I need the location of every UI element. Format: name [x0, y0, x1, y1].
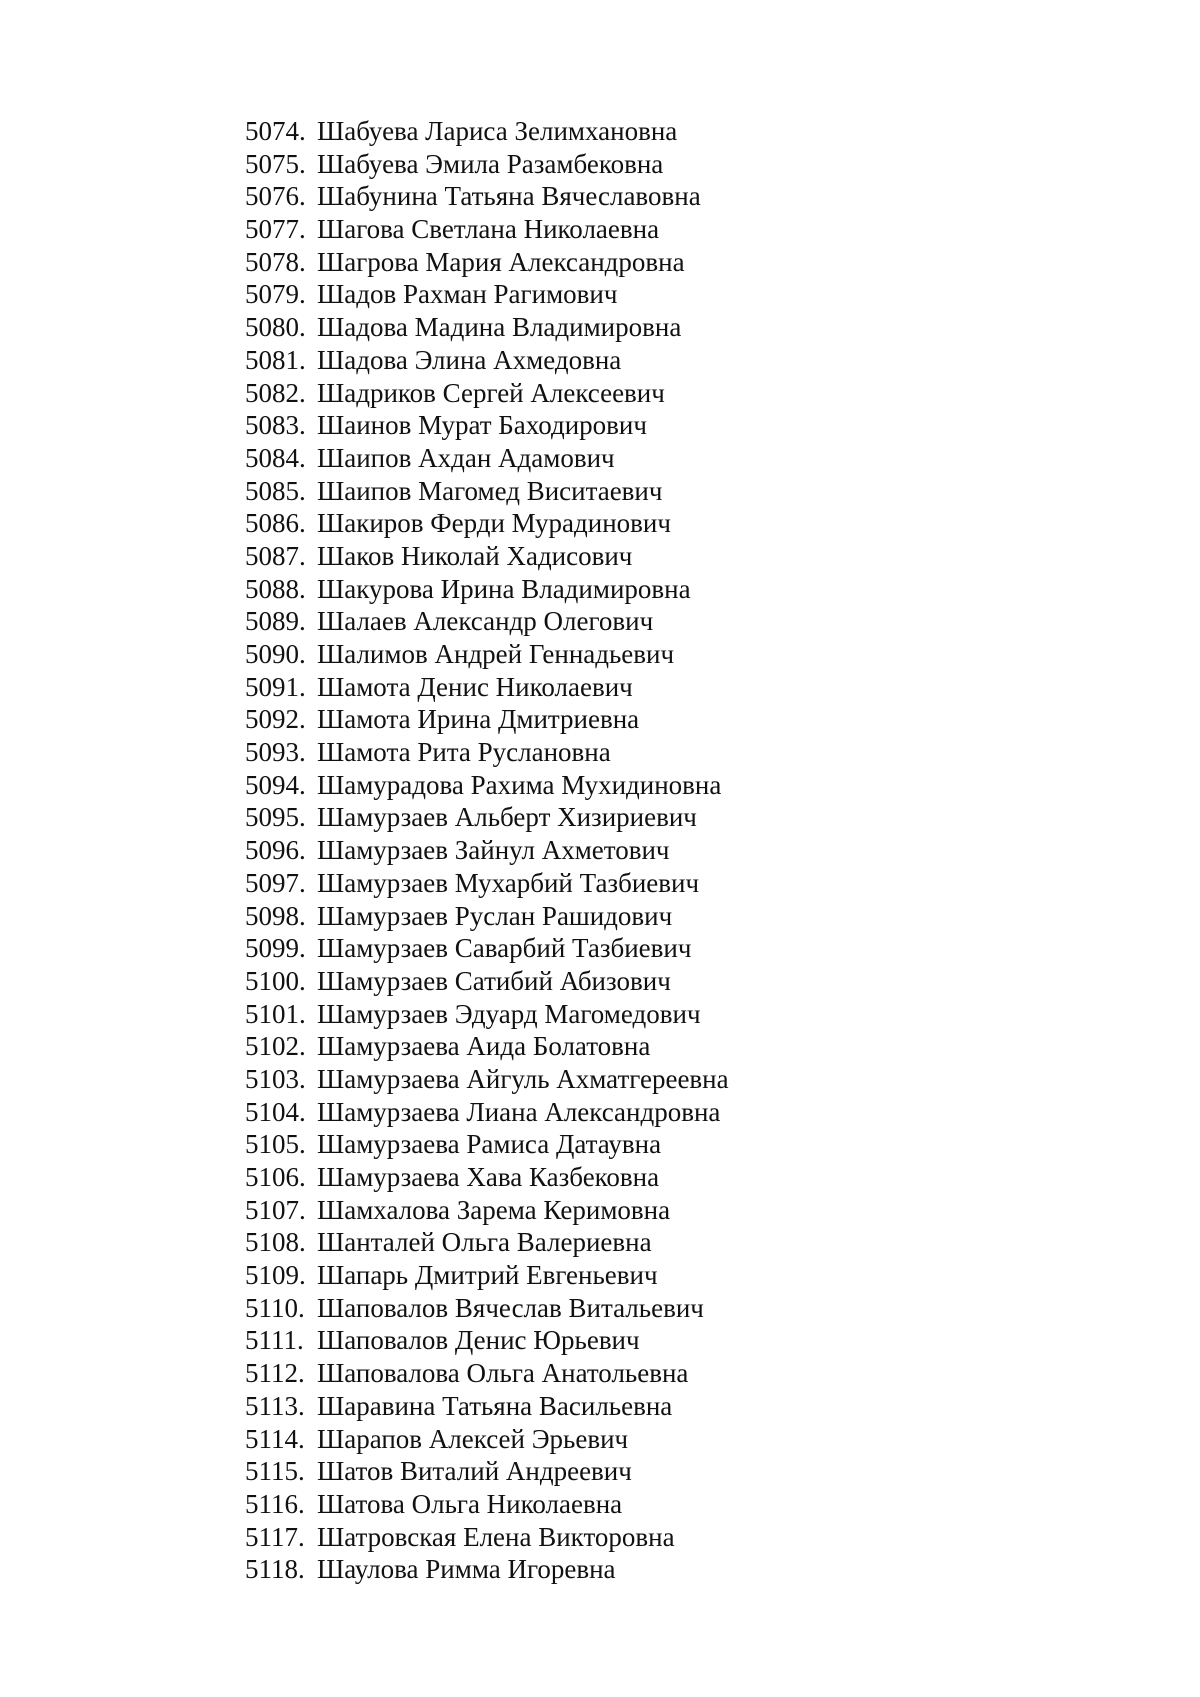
entry-full-name: Шаповалов Денис Юрьевич [317, 1325, 640, 1356]
list-item [245, 180, 729, 213]
entry-full-name: Шамота Денис Николаевич [317, 671, 633, 702]
entry-number: 5077. [245, 214, 306, 245]
entry-number: 5091. [245, 671, 306, 702]
list-item [245, 148, 729, 181]
entry-number: 5079. [245, 279, 306, 310]
entry-full-name: Шамурзаев Мухарбий Тазбиевич [317, 867, 700, 898]
entry-full-name: Шадова Мадина Владимировна [317, 312, 682, 343]
list-item [245, 998, 729, 1031]
entry-full-name: Шаков Николай Хадисович [317, 540, 633, 571]
entry-number: 5094. [245, 769, 306, 800]
entry-full-name: Шамурадова Рахима Мухидиновна [317, 769, 722, 800]
entry-full-name: Шакурова Ирина Владимировна [317, 573, 691, 604]
entry-number: 5102. [245, 1031, 306, 1062]
list-item [245, 1553, 729, 1586]
entry-full-name: Шанталей Ольга Валериевна [317, 1227, 652, 1258]
entry-number: 5096. [245, 835, 306, 866]
entry-number: 5108. [245, 1227, 306, 1258]
entry-number: 5078. [245, 246, 306, 277]
entry-full-name: Шадова Элина Ахмедовна [317, 344, 622, 375]
entry-number: 5103. [245, 1063, 306, 1094]
list-item [245, 507, 729, 540]
entry-number: 5113. [245, 1390, 305, 1421]
list-item [245, 213, 729, 246]
entry-number: 5110. [245, 1292, 305, 1323]
list-item [245, 115, 729, 148]
entry-full-name: Шагова Светлана Николаевна [317, 214, 660, 245]
list-item [245, 475, 729, 508]
entry-full-name: Шаравина Татьяна Васильевна [317, 1390, 673, 1421]
list-item [245, 965, 729, 998]
list-item [245, 1357, 729, 1390]
list-item [245, 442, 729, 475]
entry-full-name: Шамота Ирина Дмитриевна [317, 704, 640, 735]
entry-number: 5093. [245, 737, 306, 768]
entry-full-name: Шамхалова Зарема Керимовна [317, 1194, 671, 1225]
list-item [245, 540, 729, 573]
entry-number: 5081. [245, 344, 306, 375]
entry-full-name: Шамурзаев Саварбий Тазбиевич [317, 933, 692, 964]
entry-number: 5084. [245, 442, 306, 473]
list-item [245, 573, 729, 606]
entry-full-name: Шамурзаев Зайнул Ахметович [317, 835, 670, 866]
entry-number: 5075. [245, 148, 306, 179]
list-item [245, 344, 729, 377]
list-item [245, 834, 729, 867]
entry-full-name: Шамурзаева Рамиса Датаувна [317, 1129, 662, 1160]
list-item [245, 246, 729, 279]
list-item [245, 1521, 729, 1554]
list-item [245, 703, 729, 736]
list-item [245, 671, 729, 704]
entry-number: 5115. [245, 1456, 305, 1487]
entry-number: 5083. [245, 410, 306, 441]
entry-full-name: Шамурзаева Хава Казбековна [317, 1162, 660, 1192]
entry-number: 5089. [245, 606, 306, 637]
entry-number: 5116. [245, 1488, 305, 1519]
entry-full-name: Шаповалов Вячеслав Витальевич [317, 1292, 704, 1323]
list-item [245, 1063, 729, 1096]
entry-full-name: Шабуева Лариса Зелимхановна [317, 116, 678, 146]
entry-number: 5092. [245, 704, 306, 735]
list-item [245, 900, 729, 933]
entry-number: 5112. [245, 1358, 305, 1389]
entry-number: 5101. [245, 998, 306, 1029]
entry-number: 5085. [245, 475, 306, 506]
entry-number: 5098. [245, 900, 306, 931]
entry-number: 5082. [245, 377, 306, 408]
entry-number: 5111. [245, 1325, 304, 1356]
entry-full-name: Шабунина Татьяна Вячеславовна [317, 181, 701, 212]
list-item [245, 1226, 729, 1259]
list-item [245, 1390, 729, 1423]
entry-number: 5100. [245, 965, 306, 996]
entry-full-name: Шамурзаев Эдуард Магомедович [317, 998, 701, 1029]
entry-number: 5095. [245, 802, 306, 833]
list-item [245, 769, 729, 802]
entry-number: 5086. [245, 508, 306, 539]
list-item [245, 932, 729, 965]
entry-number: 5080. [245, 312, 306, 343]
entry-full-name: Шатова Ольга Николаевна [317, 1488, 623, 1519]
entry-full-name: Шарапов Алексей Эрьевич [317, 1423, 629, 1454]
entry-number: 5090. [245, 639, 306, 669]
entry-full-name: Шабуева Эмила Разамбековна [317, 148, 664, 179]
entry-full-name: Шапарь Дмитрий Евгеньевич [317, 1260, 658, 1291]
list-item [245, 278, 729, 311]
list-item [245, 1161, 729, 1194]
name-list [245, 115, 729, 1586]
list-item [245, 1030, 729, 1063]
entry-full-name: Шамурзаева Аида Болатовна [317, 1031, 651, 1062]
entry-full-name: Шаипов Ахдан Адамович [317, 442, 615, 473]
list-item [245, 1423, 729, 1456]
entry-number: 5074. [245, 116, 306, 146]
entry-number: 5117. [245, 1521, 305, 1552]
list-item [245, 605, 729, 638]
list-item [245, 867, 729, 900]
entry-full-name: Шакиров Ферди Мурадинович [317, 508, 671, 539]
list-item [245, 736, 729, 769]
list-item [245, 1292, 729, 1325]
list-item [245, 1128, 729, 1161]
entry-number: 5107. [245, 1194, 306, 1225]
entry-full-name: Шамурзаев Руслан Рашидович [317, 900, 673, 931]
entry-number: 5105. [245, 1129, 306, 1160]
entry-full-name: Шамурзаев Сатибий Абизович [317, 965, 671, 996]
list-item [245, 1096, 729, 1129]
entry-full-name: Шамурзаева Лиана Александровна [317, 1096, 721, 1127]
entry-full-name: Шаинов Мурат Баходирович [317, 410, 647, 441]
entry-number: 5118. [245, 1554, 305, 1585]
entry-number: 5087. [245, 540, 306, 571]
entry-number: 5099. [245, 933, 306, 964]
list-item [245, 1455, 729, 1488]
list-item [245, 1324, 729, 1357]
entry-full-name: Шамота Рита Руслановна [317, 737, 611, 768]
list-item [245, 311, 729, 344]
list-item [245, 409, 729, 442]
entry-full-name: Шаулова Римма Игоревна [317, 1554, 616, 1585]
entry-full-name: Шамурзаева Айгуль Ахматгереевна [317, 1063, 729, 1094]
list-item [245, 638, 729, 671]
entry-number: 5114. [245, 1423, 305, 1454]
entry-number: 5088. [245, 573, 306, 604]
entry-full-name: Шаповалова Ольга Анатольевна [317, 1358, 689, 1389]
entry-full-name: Шалаев Александр Олегович [317, 606, 654, 637]
list-item [245, 1194, 729, 1227]
entry-number: 5097. [245, 867, 306, 898]
entry-full-name: Шадриков Сергей Алексеевич [317, 377, 665, 408]
entry-full-name: Шагрова Мария Александровна [317, 246, 685, 277]
entry-number: 5106. [245, 1162, 306, 1192]
entry-number: 5109. [245, 1260, 306, 1291]
list-item [245, 801, 729, 834]
entry-full-name: Шаипов Магомед Виситаевич [317, 475, 663, 506]
entry-full-name: Шатов Виталий Андреевич [317, 1456, 632, 1487]
entry-number: 5076. [245, 181, 306, 212]
entry-full-name: Шатровская Елена Викторовна [317, 1521, 675, 1552]
list-item [245, 1488, 729, 1521]
entry-full-name: Шадов Рахман Рагимович [317, 279, 618, 310]
list-item [245, 377, 729, 410]
entry-full-name: Шалимов Андрей Геннадьевич [317, 639, 675, 669]
entry-full-name: Шамурзаев Альберт Хизириевич [317, 802, 697, 833]
list-item [245, 1259, 729, 1292]
entry-number: 5104. [245, 1096, 306, 1127]
